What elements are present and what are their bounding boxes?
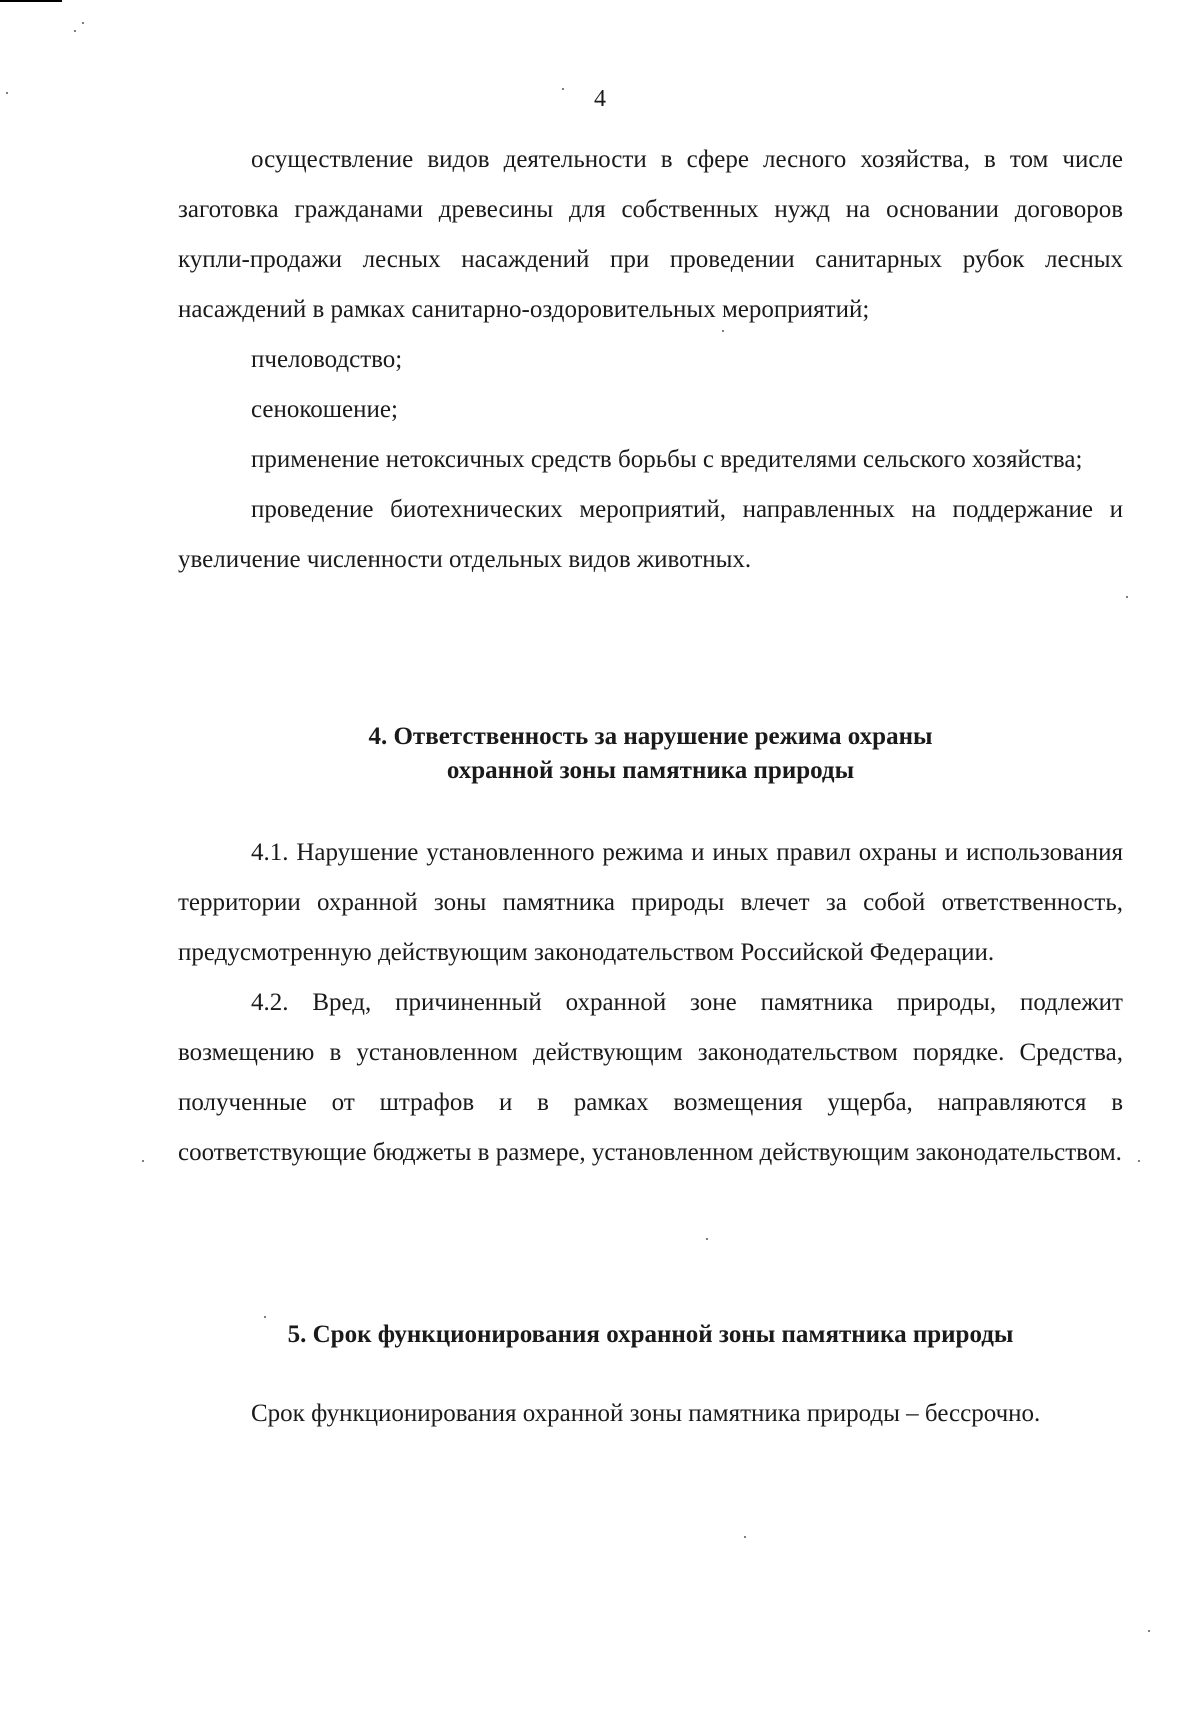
section-4-heading	[178, 720, 1123, 788]
section-title	[178, 720, 1123, 788]
section-5-heading	[178, 1318, 1123, 1352]
scan-corner-mark	[0, 0, 62, 2]
scan-speck	[706, 1238, 708, 1240]
scan-speck	[142, 1160, 144, 1162]
scan-speck	[1148, 1630, 1150, 1632]
section-title-line: 4. Ответственность за нарушение режима охраны	[368, 723, 933, 750]
list-item: сенокошение;	[251, 396, 398, 423]
paragraph-5: Срок функционирования охранной зоны памятника природы – бессрочно.	[251, 1400, 1041, 1427]
page-number: 4	[594, 86, 606, 112]
paragraph-4-2: 4.2. Вред, причиненный охранной зоне памятника природы, подлежит возмещению в установленном действующим законодательством порядке. Средства, полученные от штрафов и в рамках возмещения ущерба, направляются в соответствующие бюджеты в размере, установленном действующим законодательством.	[178, 989, 1123, 1166]
scan-speck	[74, 30, 76, 32]
list-item: проведение биотехнических мероприятий, направленных на поддержание и увеличение численности отдельных видов животных.	[178, 496, 1123, 573]
section-5-body	[178, 1389, 1123, 1439]
scan-speck	[1138, 1160, 1140, 1162]
scan-speck	[744, 1536, 746, 1538]
section-title-line: охранной зоны памятника природы	[446, 757, 855, 784]
list-item: осуществление видов деятельности в сфере лесного хозяйства, в том числе заготовка гражданами древесины для собственных нужд на основании договоров купли-продажи лесных насаждений при проведении санитарных рубок лесных насаждений в рамках санитарно-оздоровительных мероприятий;	[178, 146, 1123, 323]
list-item: применение нетоксичных средств борьбы с вредителями сельского хозяйства;	[251, 446, 1083, 473]
section-title: 5. Срок функционирования охранной зоны памятника природы	[287, 1321, 1014, 1348]
paragraph-4-1: 4.1. Нарушение установленного режима и иных правил охраны и использования территории охранной зоны памятника природы влечет за собой ответственность, предусмотренную действующим законодательством Российской Федерации.	[178, 839, 1123, 966]
permitted-activities-list	[178, 135, 1123, 585]
scan-speck	[1126, 596, 1128, 598]
section-4-body	[178, 828, 1123, 1178]
list-item: пчеловодство;	[251, 346, 403, 373]
scan-speck	[82, 22, 84, 24]
